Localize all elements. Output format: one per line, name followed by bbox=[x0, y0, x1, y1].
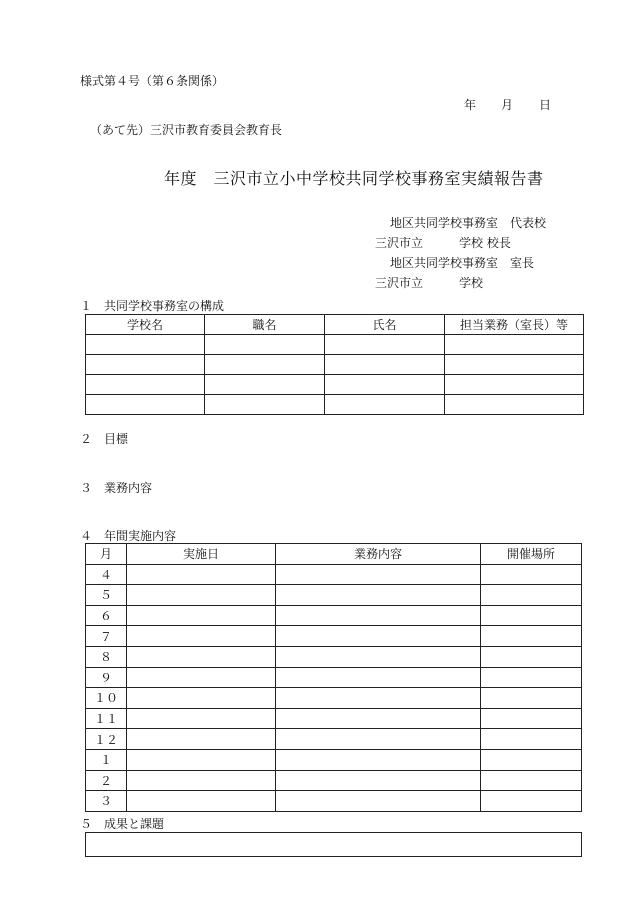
table-cell[interactable] bbox=[325, 355, 445, 375]
table-cell[interactable] bbox=[86, 335, 205, 355]
col-date: 実施日 bbox=[127, 544, 276, 565]
col-name: 氏名 bbox=[325, 315, 445, 335]
table-cell[interactable] bbox=[127, 770, 276, 791]
page-title: 年度 三沢市立小中学校共同学校事務室実績報告書 bbox=[164, 169, 544, 188]
table-cell[interactable] bbox=[276, 708, 481, 729]
table-row bbox=[86, 688, 582, 709]
table-cell[interactable] bbox=[276, 729, 481, 750]
section-1-heading: １ 共同学校事務室の構成 bbox=[80, 299, 225, 313]
month-cell: １ bbox=[86, 749, 127, 770]
sender-line-1: 地区共同学校事務室 代表校 bbox=[390, 216, 547, 230]
results-box[interactable] bbox=[85, 832, 582, 857]
month-cell: ７ bbox=[86, 626, 127, 647]
section-5-heading: ５ 成果と課題 bbox=[80, 817, 165, 831]
table-cell[interactable] bbox=[325, 335, 445, 355]
table-row bbox=[86, 585, 582, 606]
month-cell: ６ bbox=[86, 605, 127, 626]
table-cell[interactable] bbox=[127, 667, 276, 688]
table-cell[interactable] bbox=[276, 749, 481, 770]
table-cell[interactable] bbox=[481, 729, 582, 750]
table-cell[interactable] bbox=[276, 667, 481, 688]
table-cell[interactable] bbox=[445, 395, 584, 415]
table-cell[interactable] bbox=[276, 626, 481, 647]
table-cell[interactable] bbox=[276, 585, 481, 606]
date-month-label: 月 bbox=[501, 98, 514, 112]
table-cell[interactable] bbox=[276, 564, 481, 585]
col-month: 月 bbox=[86, 544, 127, 565]
table-cell[interactable] bbox=[481, 667, 582, 688]
table-cell[interactable] bbox=[445, 375, 584, 395]
sender-line-3: 地区共同学校事務室 室長 bbox=[390, 256, 535, 270]
table-row bbox=[86, 335, 584, 355]
table-cell[interactable] bbox=[445, 335, 584, 355]
table-cell[interactable] bbox=[86, 395, 205, 415]
col-content: 業務内容 bbox=[276, 544, 481, 565]
table-row bbox=[86, 667, 582, 688]
table-row bbox=[86, 355, 584, 375]
table-row bbox=[86, 708, 582, 729]
table-header-row bbox=[86, 544, 582, 565]
table-cell[interactable] bbox=[127, 626, 276, 647]
month-cell: ５ bbox=[86, 585, 127, 606]
date-year-label: 年 bbox=[464, 98, 477, 112]
table-cell[interactable] bbox=[127, 729, 276, 750]
table-cell[interactable] bbox=[481, 770, 582, 791]
sender-line-4: 三沢市立 学校 bbox=[375, 276, 484, 290]
section-2-heading: ２ 目標 bbox=[80, 432, 129, 446]
month-cell: １０ bbox=[86, 688, 127, 709]
table-cell[interactable] bbox=[86, 375, 205, 395]
col-school-name: 学校名 bbox=[86, 315, 205, 335]
table-cell[interactable] bbox=[481, 564, 582, 585]
table-cell[interactable] bbox=[481, 688, 582, 709]
table-cell[interactable] bbox=[445, 355, 584, 375]
col-duty: 担当業務（室長）等 bbox=[445, 315, 584, 335]
table-cell[interactable] bbox=[127, 605, 276, 626]
table-cell[interactable] bbox=[325, 395, 445, 415]
table-row bbox=[86, 605, 582, 626]
table-cell[interactable] bbox=[205, 355, 325, 375]
section-4-heading: ４ 年間実施内容 bbox=[80, 529, 177, 543]
table-row bbox=[86, 749, 582, 770]
table-header-row bbox=[86, 315, 584, 335]
table-cell[interactable] bbox=[325, 375, 445, 395]
table-row bbox=[86, 729, 582, 750]
sender-line-2: 三沢市立 学校 校長 bbox=[375, 236, 511, 250]
table-cell[interactable] bbox=[86, 355, 205, 375]
month-cell: ９ bbox=[86, 667, 127, 688]
table-row bbox=[86, 395, 584, 415]
month-cell: １１ bbox=[86, 708, 127, 729]
table-cell[interactable] bbox=[127, 749, 276, 770]
table-cell[interactable] bbox=[481, 749, 582, 770]
month-cell: ３ bbox=[86, 791, 127, 812]
table-row bbox=[86, 626, 582, 647]
table-cell[interactable] bbox=[127, 646, 276, 667]
form-number: 様式第４号（第６条関係） bbox=[80, 74, 225, 88]
table-cell[interactable] bbox=[276, 688, 481, 709]
table-cell[interactable] bbox=[481, 605, 582, 626]
table-row bbox=[86, 646, 582, 667]
col-position: 職名 bbox=[205, 315, 325, 335]
table-cell[interactable] bbox=[127, 564, 276, 585]
addressee: （あて先）三沢市教育委員会教育長 bbox=[90, 123, 283, 137]
month-cell: ４ bbox=[86, 564, 127, 585]
table-cell[interactable] bbox=[205, 395, 325, 415]
table-cell[interactable] bbox=[276, 605, 481, 626]
table-cell[interactable] bbox=[127, 708, 276, 729]
section-3-heading: ３ 業務内容 bbox=[80, 481, 153, 495]
table-cell[interactable] bbox=[276, 646, 481, 667]
month-cell: ８ bbox=[86, 646, 127, 667]
table-row bbox=[86, 770, 582, 791]
table-cell[interactable] bbox=[276, 791, 481, 812]
table-cell[interactable] bbox=[481, 585, 582, 606]
col-venue: 開催場所 bbox=[481, 544, 582, 565]
table-row bbox=[86, 375, 584, 395]
table-row bbox=[86, 564, 582, 585]
table-cell[interactable] bbox=[481, 626, 582, 647]
table-cell[interactable] bbox=[481, 646, 582, 667]
table-cell[interactable] bbox=[205, 335, 325, 355]
table-cell[interactable] bbox=[276, 770, 481, 791]
table-cell[interactable] bbox=[205, 375, 325, 395]
month-cell: １２ bbox=[86, 729, 127, 750]
table-cell[interactable] bbox=[127, 688, 276, 709]
annual-table bbox=[85, 543, 582, 812]
table-cell[interactable] bbox=[127, 791, 276, 812]
table-cell[interactable] bbox=[481, 791, 582, 812]
date-day-label: 日 bbox=[539, 98, 552, 112]
table-cell[interactable] bbox=[481, 708, 582, 729]
month-cell: ２ bbox=[86, 770, 127, 791]
table-row bbox=[86, 791, 582, 812]
composition-table bbox=[85, 314, 584, 415]
table-cell[interactable] bbox=[127, 585, 276, 606]
